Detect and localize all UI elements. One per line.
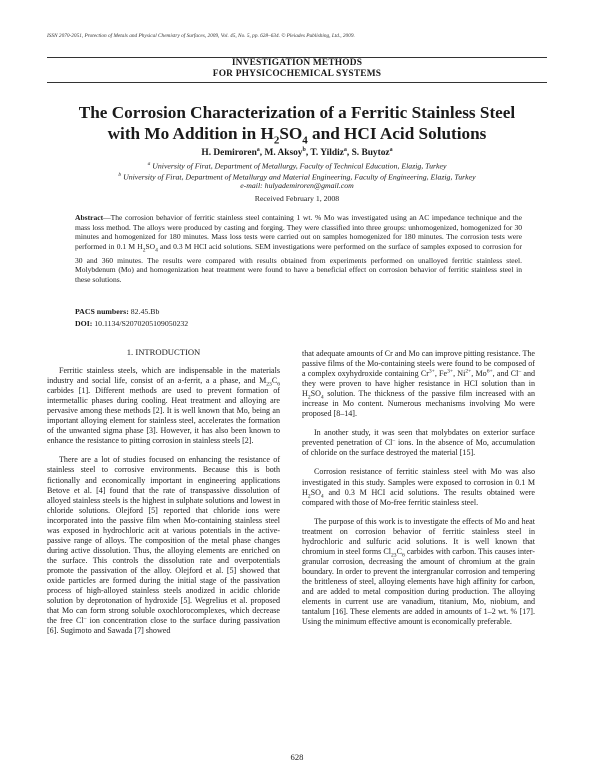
affiliation-a: $^a$ University of Firat, Department of Metallurgy, Faculty of Technical Education, Elazig, Turkey xyxy=(147,161,447,171)
left-paragraph-1: Ferritic stainless steels, which are indispensable in the materials industry and social life, consist of an a-ferrit, a a phase, and $M_{23}C_6$ carbides [1]. Different methods are used to prevent formation of intermetallic phases during cooling. Heat treatment and alloying are pervasive among these methods [2]. It is well known that Mo, being an important alloying element for stainless steel, accelerates the formation of the unwanted sigma phase [3]. However, it has also been known to enhance the resistance to pitting corrosion in stainless steels [2]. xyxy=(47,366,280,446)
right-paragraph-3: Corrosion resistance of ferritic stainless steel with Mo was also investigated in this study. Samples were exposed to corrosion in 0.1 M $H_2SO_4$ and 0.3 M HCI acid solutions. The results obtained were compared with those of Mo-free ferritic stainless steel. xyxy=(302,467,535,507)
affiliation-b: $^b$ University of Firat, Department of Metallurgy and Material Engineering, Faculty of Engineering, Elazig, Turkey xyxy=(118,172,476,182)
received-date: Received February 1, 2008 xyxy=(254,194,340,203)
introduction-heading: 1. INTRODUCTION xyxy=(126,347,201,357)
left-paragraph-2: There are a lot of studies focused on enhancing the resistance of stainless steel to corrosive environments. Because this is both fictionally and economically important in engineering applications Betove et al. [4] found that the rate of transpassive dissolution of alloyed stainless steels is the highest in sulphate solutions and lowest in chloride solutions. Olejford [5] reported that chloride ions were incorporated into the passive film when Mo-containing stainless steel was exposed in hydrochloric acit at various potentials in the active-passive range of alloys. The composition of the metal phase changes during active dissolution. Thus, the alloying elements are enriched on the surface. This controls the dissolution rate and overpotentials promote the passivation of the alloy. Olejford et al. [5] showed that oxide particles are formed during the initial stage of the passivation process of high-alloyed stainless steels anodized in acidic chloride solution by deprotonation of hydroxide [5]. Wegrelius et al. proposed that Mo can form strong soluble oxochlorocomplexes, which decrease the free Cl– ion concentration close to the surface during passivation [6]. Sugimoto and Sawada [7] showed xyxy=(47,455,280,636)
page-number: 628 xyxy=(290,752,304,762)
right-column xyxy=(302,349,535,627)
title-line2: with Mo Addition in $H_2SO_4$ and HCI Acid Solutions xyxy=(107,124,487,147)
right-paragraph-2: In another study, it was seen that molybdates on exterior surface prevented penetration of Cl– ions. In the absence of Mo, accumulation of chloride on the surface destroyed the material [15]. xyxy=(302,428,535,458)
right-paragraph-4: The purpose of this work is to investigate the effects of Mo and heat treatment on corrosion behavior of ferritic stainless steel in hydrochloric and sulfuric acid solutions. It is well known that chromium in steel forms $Cl_{23}C_6$ carbides with carbon. This causes inter-granular corrosion, decreasing the amount of chromium at the grain boundary. In order to prevent the intergranular corrosion and tempering the brittleness of steel, alloying elements have high affinity for carbon, and are added to metal composition during production. The alloying elements in current use are vanadium, titanium, Mo, niobium, and tantalum [16]. These elements are added in amounts of 1–2 wt. % [17]. Using the minimum effective amount is economically preferable. xyxy=(302,516,535,627)
right-paragraph-1: that adequate amounts of Cr and Mo can improve pitting resistance. The passive films of the Mo-containing steels were found to be composed of a complex oxyhydroxide containing $Cr^{3+}$, $Fe^{3+}$, $Ni^{2+}$, $Mo^{6+}$, and Cl– and they were proven to have higher resistance in HCI solution than in $H_2SO_4$ solution. The thickness of the passive film increased with an increase in Mo content. Numerous mechanisms involving Mo were proposed [8–14]. xyxy=(302,349,535,419)
left-column xyxy=(47,347,280,636)
abstract: Abstract—The corrosion behavior of ferritic stainless steel containing 1 wt. % Mo was investigated using an AC impedance technique and the mass loss method. The alloys were produced by casting and forging. They were classified into three groups: unhomogenized, homogenized for 30 minutes and homogenized for 180 minutes. Mass loss tests were carried out on samples homogenized for 180 minutes. The corrosion tests were performed in 0.1 M $H_2SO_4$ and 0.3 M HCI acid solutions. SEM investigations were performed on the surface of samples exposed to corrosion for 30 and 360 minutes. The results were compared with results obtained from experiments performed on unalloyed ferritic stainless steel. Molybdenum (Mo) and homogenization heat treatment were found to have a beneficial effect on corrosion behavior of ferritic stainless steel in these solutions. xyxy=(75,213,522,285)
pacs-line: PACS numbers: 82.45.Bb xyxy=(75,307,160,316)
section-heading-line1: INVESTIGATION METHODS xyxy=(231,58,363,68)
author-list: H. Demiroren$^a$, M. Aksoy$^b$, T. Yildiz$^a$, S. Buytoz$^a$ xyxy=(201,147,393,159)
doi-line[interactable]: DOI: 10.1134/S2070205109050232 xyxy=(75,319,189,328)
journal-header: ISSN 2070-2051, Protection of Metals and Physical Chemistry of Surfaces, 2009, Vol. 45, No. 5, pp. 628–634. © Pleiades Publishing, Ltd., 2009. xyxy=(47,33,355,39)
paper-title xyxy=(47,102,547,151)
abstract-label: Abstract xyxy=(75,213,104,222)
title-line1: The Corrosion Characterization of a Ferritic Stainless Steel xyxy=(78,103,516,122)
section-heading-line2: FOR PHYSICOCHEMICAL SYSTEMS xyxy=(212,69,382,79)
author-email: e-mail: hulyademiroren@gmail.com xyxy=(240,181,354,190)
section-rule xyxy=(47,82,547,83)
